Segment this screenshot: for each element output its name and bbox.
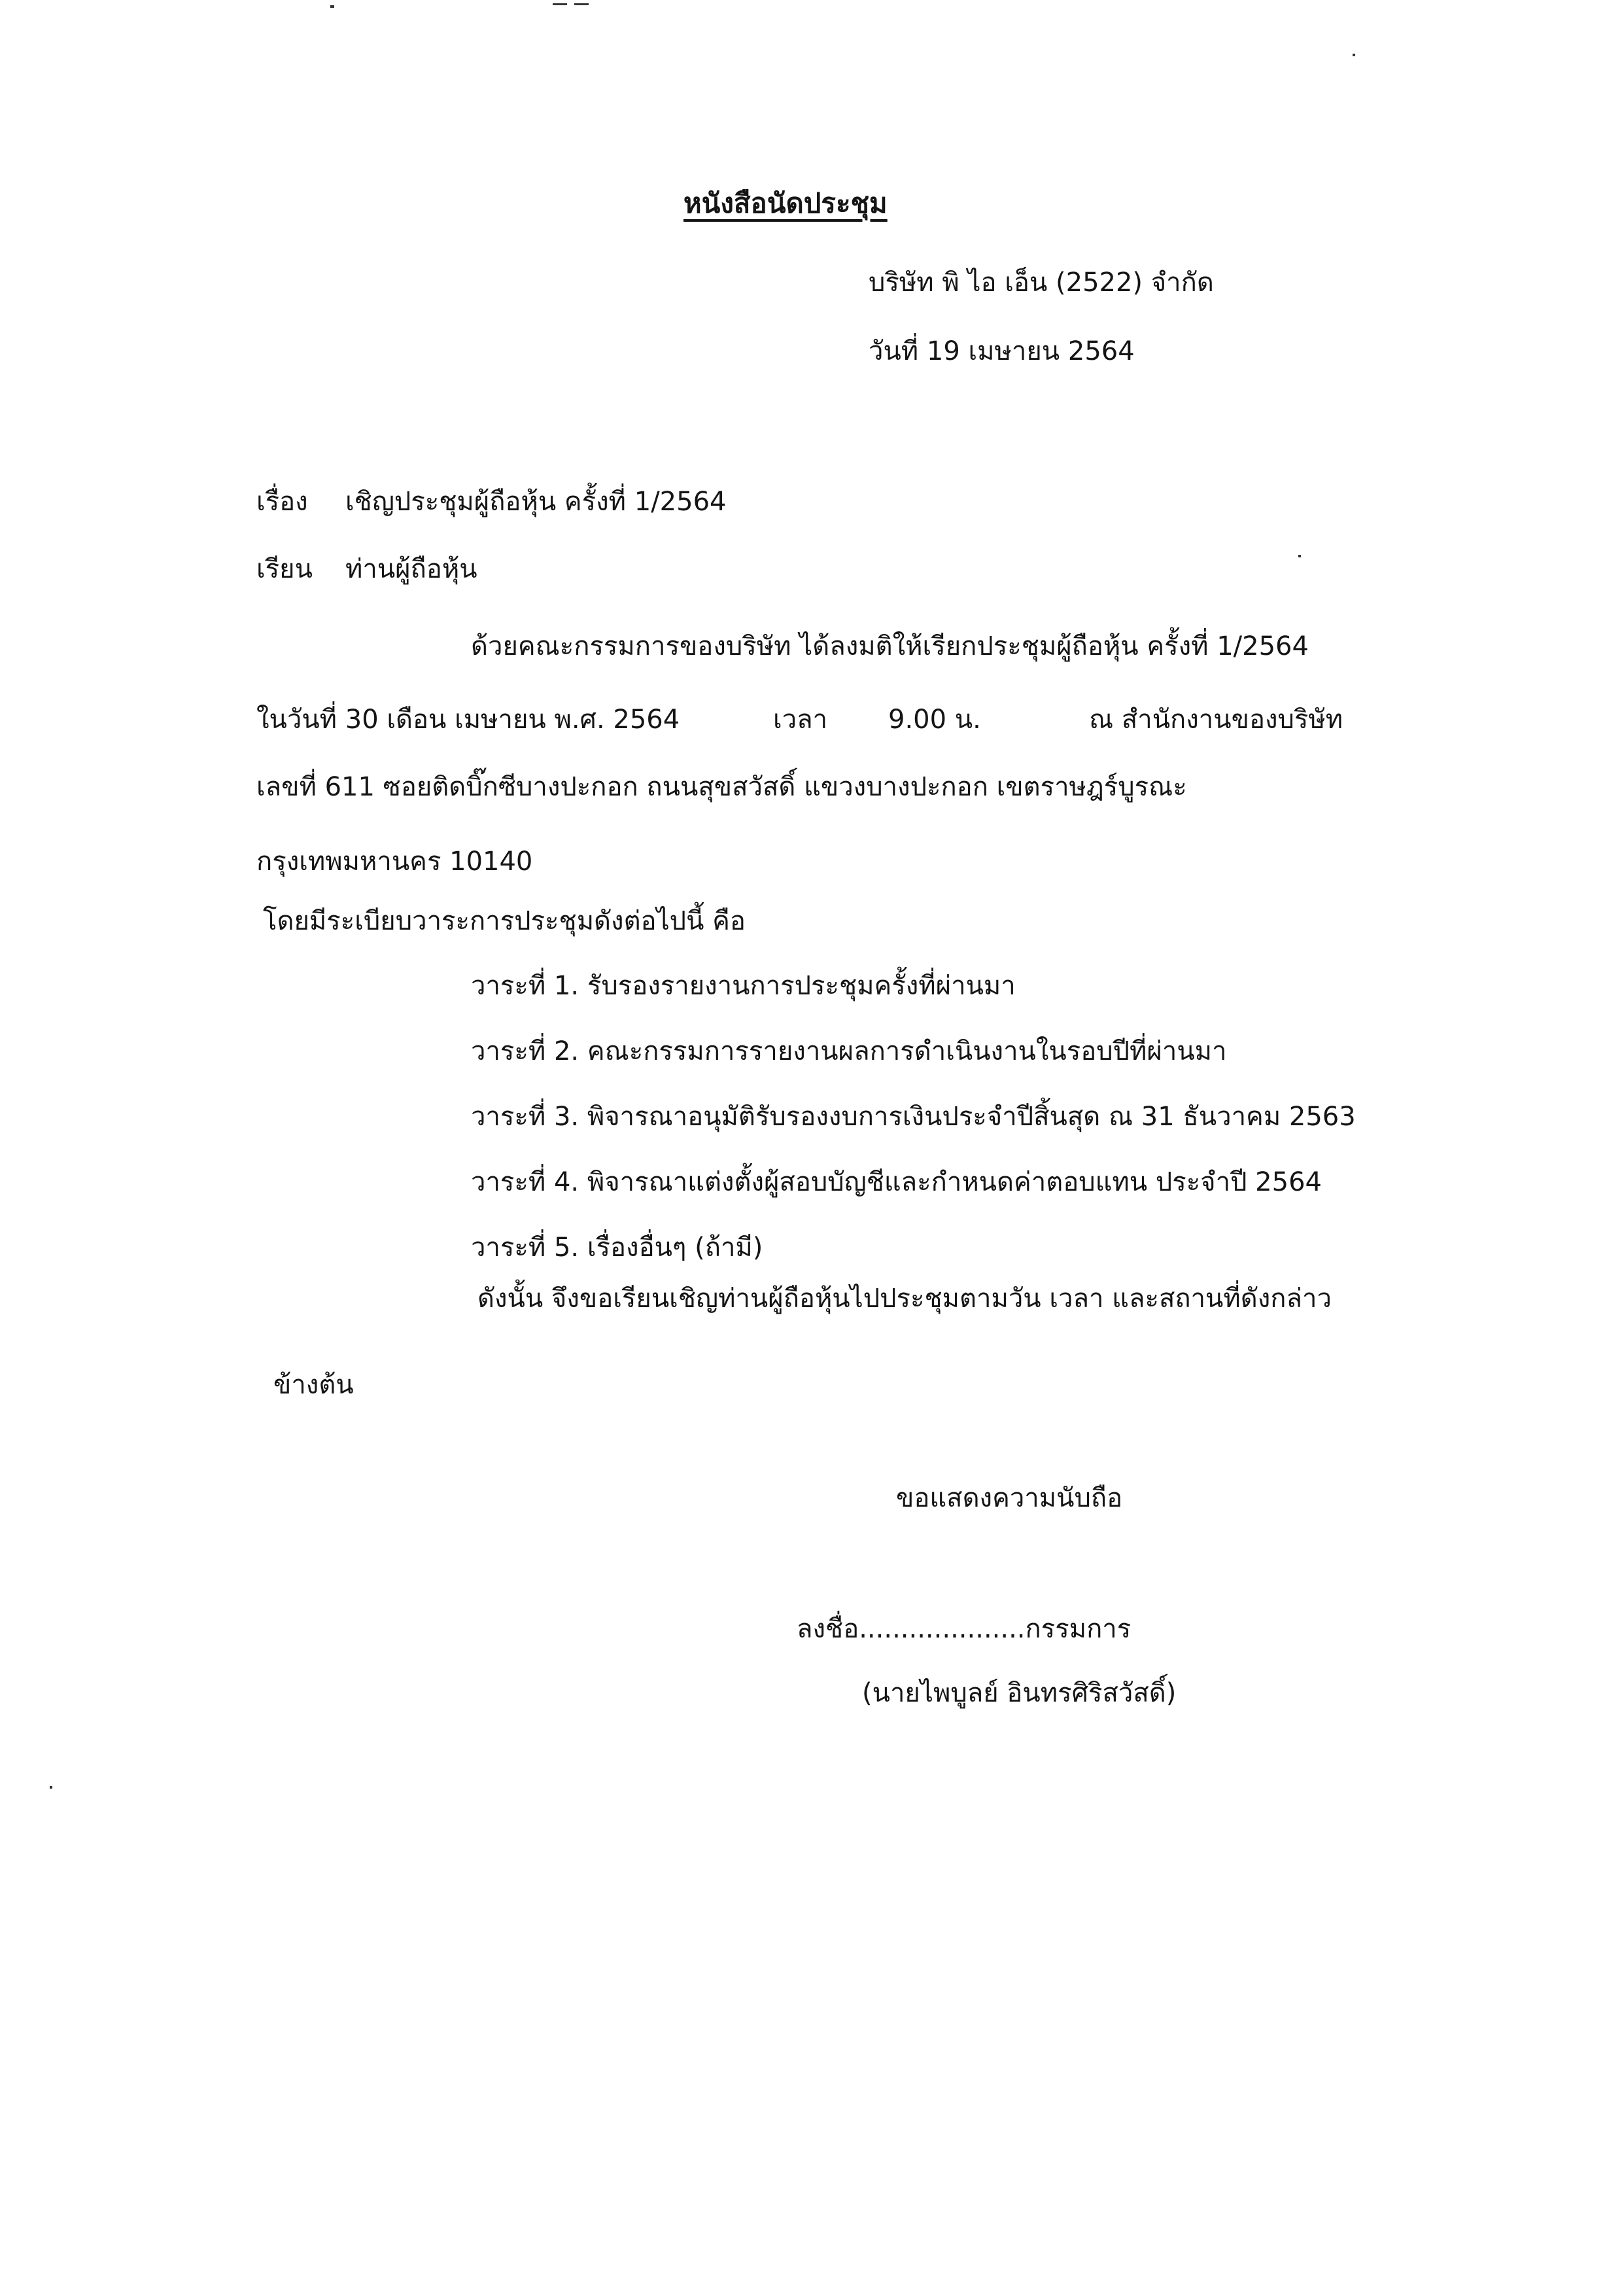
signature-line: ลงชื่อ....................กรรมการ	[797, 1614, 1132, 1644]
agenda-item-3: วาระที่ 3. พิจารณาอนุมัติรับรองงบการเงินประจำปีสิ้นสุด ณ 31 ธันวาคม 2563	[471, 1102, 1356, 1132]
body-line-4-city: กรุงเทพมหานคร 10140	[256, 847, 533, 877]
signer-name: (นายไพบูลย์ อินทรศิริสวัสดิ์)	[862, 1678, 1177, 1708]
scan-speck	[574, 3, 589, 5]
scan-speck	[1353, 54, 1355, 56]
recipient-label: เรียน	[256, 554, 313, 584]
body-line-2-location: ณ สำนักงานของบริษัท	[1089, 705, 1343, 735]
body-line-1: ด้วยคณะกรรมการของบริษัท ได้ลงมติให้เรียกประชุมผู้ถือหุ้น ครั้งที่ 1/2564	[471, 631, 1309, 661]
subject-text: เชิญประชุมผู้ถือหุ้น ครั้งที่ 1/2564	[345, 487, 727, 517]
regards: ขอแสดงความนับถือ	[896, 1483, 1123, 1513]
body-line-5-agenda-intro: โดยมีระเบียบวาระการประชุมดังต่อไปนี้ คือ	[263, 906, 746, 936]
subject-label: เรื่อง	[256, 487, 308, 517]
letter-title: หนังสือนัดประชุม	[683, 187, 888, 219]
agenda-item-4: วาระที่ 4. พิจารณาแต่งตั้งผู้สอบบัญชีและกำหนดค่าตอบแทน ประจำปี 2564	[471, 1167, 1322, 1197]
agenda-item-1: วาระที่ 1. รับรองรายงานการประชุมครั้งที่ผ่านมา	[471, 971, 1016, 1001]
body-line-3-address: เลขที่ 611 ซอยติดบิ๊กซีบางปะกอก ถนนสุขสวัสดิ์ แขวงบางปะกอก เขตราษฎร์บูรณะ	[256, 772, 1187, 802]
closing-line-2: ข้างต้น	[273, 1370, 354, 1400]
scan-speck	[553, 3, 567, 5]
agenda-item-5: วาระที่ 5. เรื่องอื่นๆ (ถ้ามี)	[471, 1233, 763, 1263]
body-line-2-date: ในวันที่ 30 เดือน เมษายน พ.ศ. 2564	[256, 705, 680, 735]
letter-date: วันที่ 19 เมษายน 2564	[869, 336, 1135, 366]
closing-line-1: ดังนั้น จึงขอเรียนเชิญท่านผู้ถือหุ้นไปประชุมตามวัน เวลา และสถานที่ดังกล่าว	[477, 1284, 1332, 1314]
scan-speck	[330, 5, 334, 8]
company-name: บริษัท พิ ไอ เอ็น (2522) จำกัด	[869, 268, 1214, 298]
body-line-2-time-label: เวลา	[773, 705, 828, 735]
agenda-item-2: วาระที่ 2. คณะกรรมการรายงานผลการดำเนินงานในรอบปีที่ผ่านมา	[471, 1036, 1227, 1066]
body-line-2-time: 9.00 น.	[888, 705, 981, 735]
scan-speck	[1298, 555, 1301, 557]
scan-speck	[50, 1786, 52, 1789]
recipient-text: ท่านผู้ถือหุ้น	[345, 554, 477, 584]
